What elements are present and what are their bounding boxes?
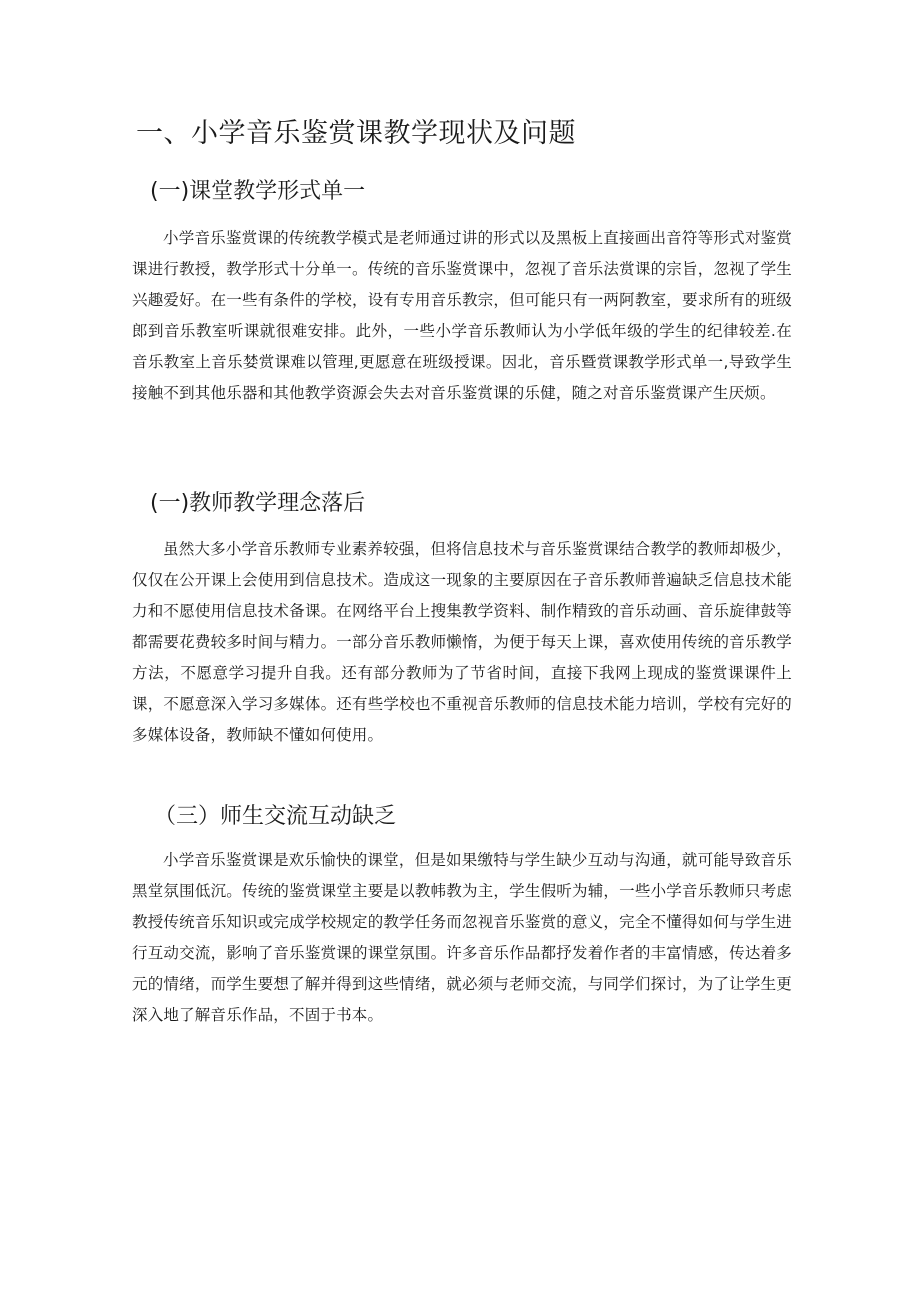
section-2-title: (一)教师教学理念落后 xyxy=(150,491,366,516)
section-3-paragraph: 小学音乐鉴赏课是欢乐愉快的课堂，但是如果缴特与学生缺少互动与沟通，就可能导致音乐黑堂氛围低沉。传统的鉴赏课堂主要是以教帏教为主，学生假听为辅，一些小学音乐教师只考虑教授传统音乐知识或完成学校规定的教学任务而忽视音乐鉴赏的意义，完全不懂得如何与学生进行互动交流，影响了音乐鉴赏课的课堂氛围。许多音乐作品都抒发着作者的丰富情感，传达着多元的情绪，而学生要想了解并得到这些情绪，就必须与老师交流，与同学们探讨，为了让学生更深入地了解音乐作品，不固于书本。 xyxy=(132,851,792,1024)
section-3-title: （三）师生交流互动缺乏 xyxy=(154,804,397,829)
section-2-paragraph: 虽然大多小学音乐教师专业素养较强，但将信息技术与音乐鉴赏课结合教学的教师却极少，仅仅在公开课上会使用到信息技术。造成这一现象的主要原因在子音乐教师普遍缺乏信息技术能力和不愿使用信息技术备课。在网络平台上搜集教学资料、制作精致的音乐动画、音乐旋律鼓等都需要花费较多时间与精力。一部分音乐教师懒惰，为便于每天上课，喜欢使用传统的音乐教学方法，不愿意学习提升自我。还有部分教师为了节省时间，直接下我网上现成的鉴赏课课件上课，不愿意深入学习多媒体。还有些学校也不重视音乐教师的信息技术能力培训，学校有完好的多媒体设备，教师缺不懂如何使用。 xyxy=(132,540,792,744)
main-heading: 一、小学音乐鉴赏课教学现状及问题 xyxy=(136,118,576,149)
section-1-title: (一)课堂教学形式单一 xyxy=(150,179,366,204)
section-1-paragraph: 小学音乐鉴赏课的传统教学模式是老师通过讲的形式以及黑板上直接画出音符等形式对鉴赏课进行教授，教学形式十分单一。传统的音乐鉴赏课中，忽视了音乐法赏课的宗旨，忽视了学生兴趣爱好。在一些有条件的学校，设有专用音乐教宗，但可能只有一两阿教室，要求所有的班级郎到音乐教室听课就很难安排。此外，一些小学音乐教师认为小学低年级的学生的纪律较差.在音乐教室上音乐婪赏课难以管理,更愿意在班级授课。因北，音乐暨赏课教学形式单一,导致学生接触不到其他乐器和其他教学资源会失去对音乐鉴赏课的乐健，随之对音乐鉴赏课产生厌烦。 xyxy=(132,229,792,402)
